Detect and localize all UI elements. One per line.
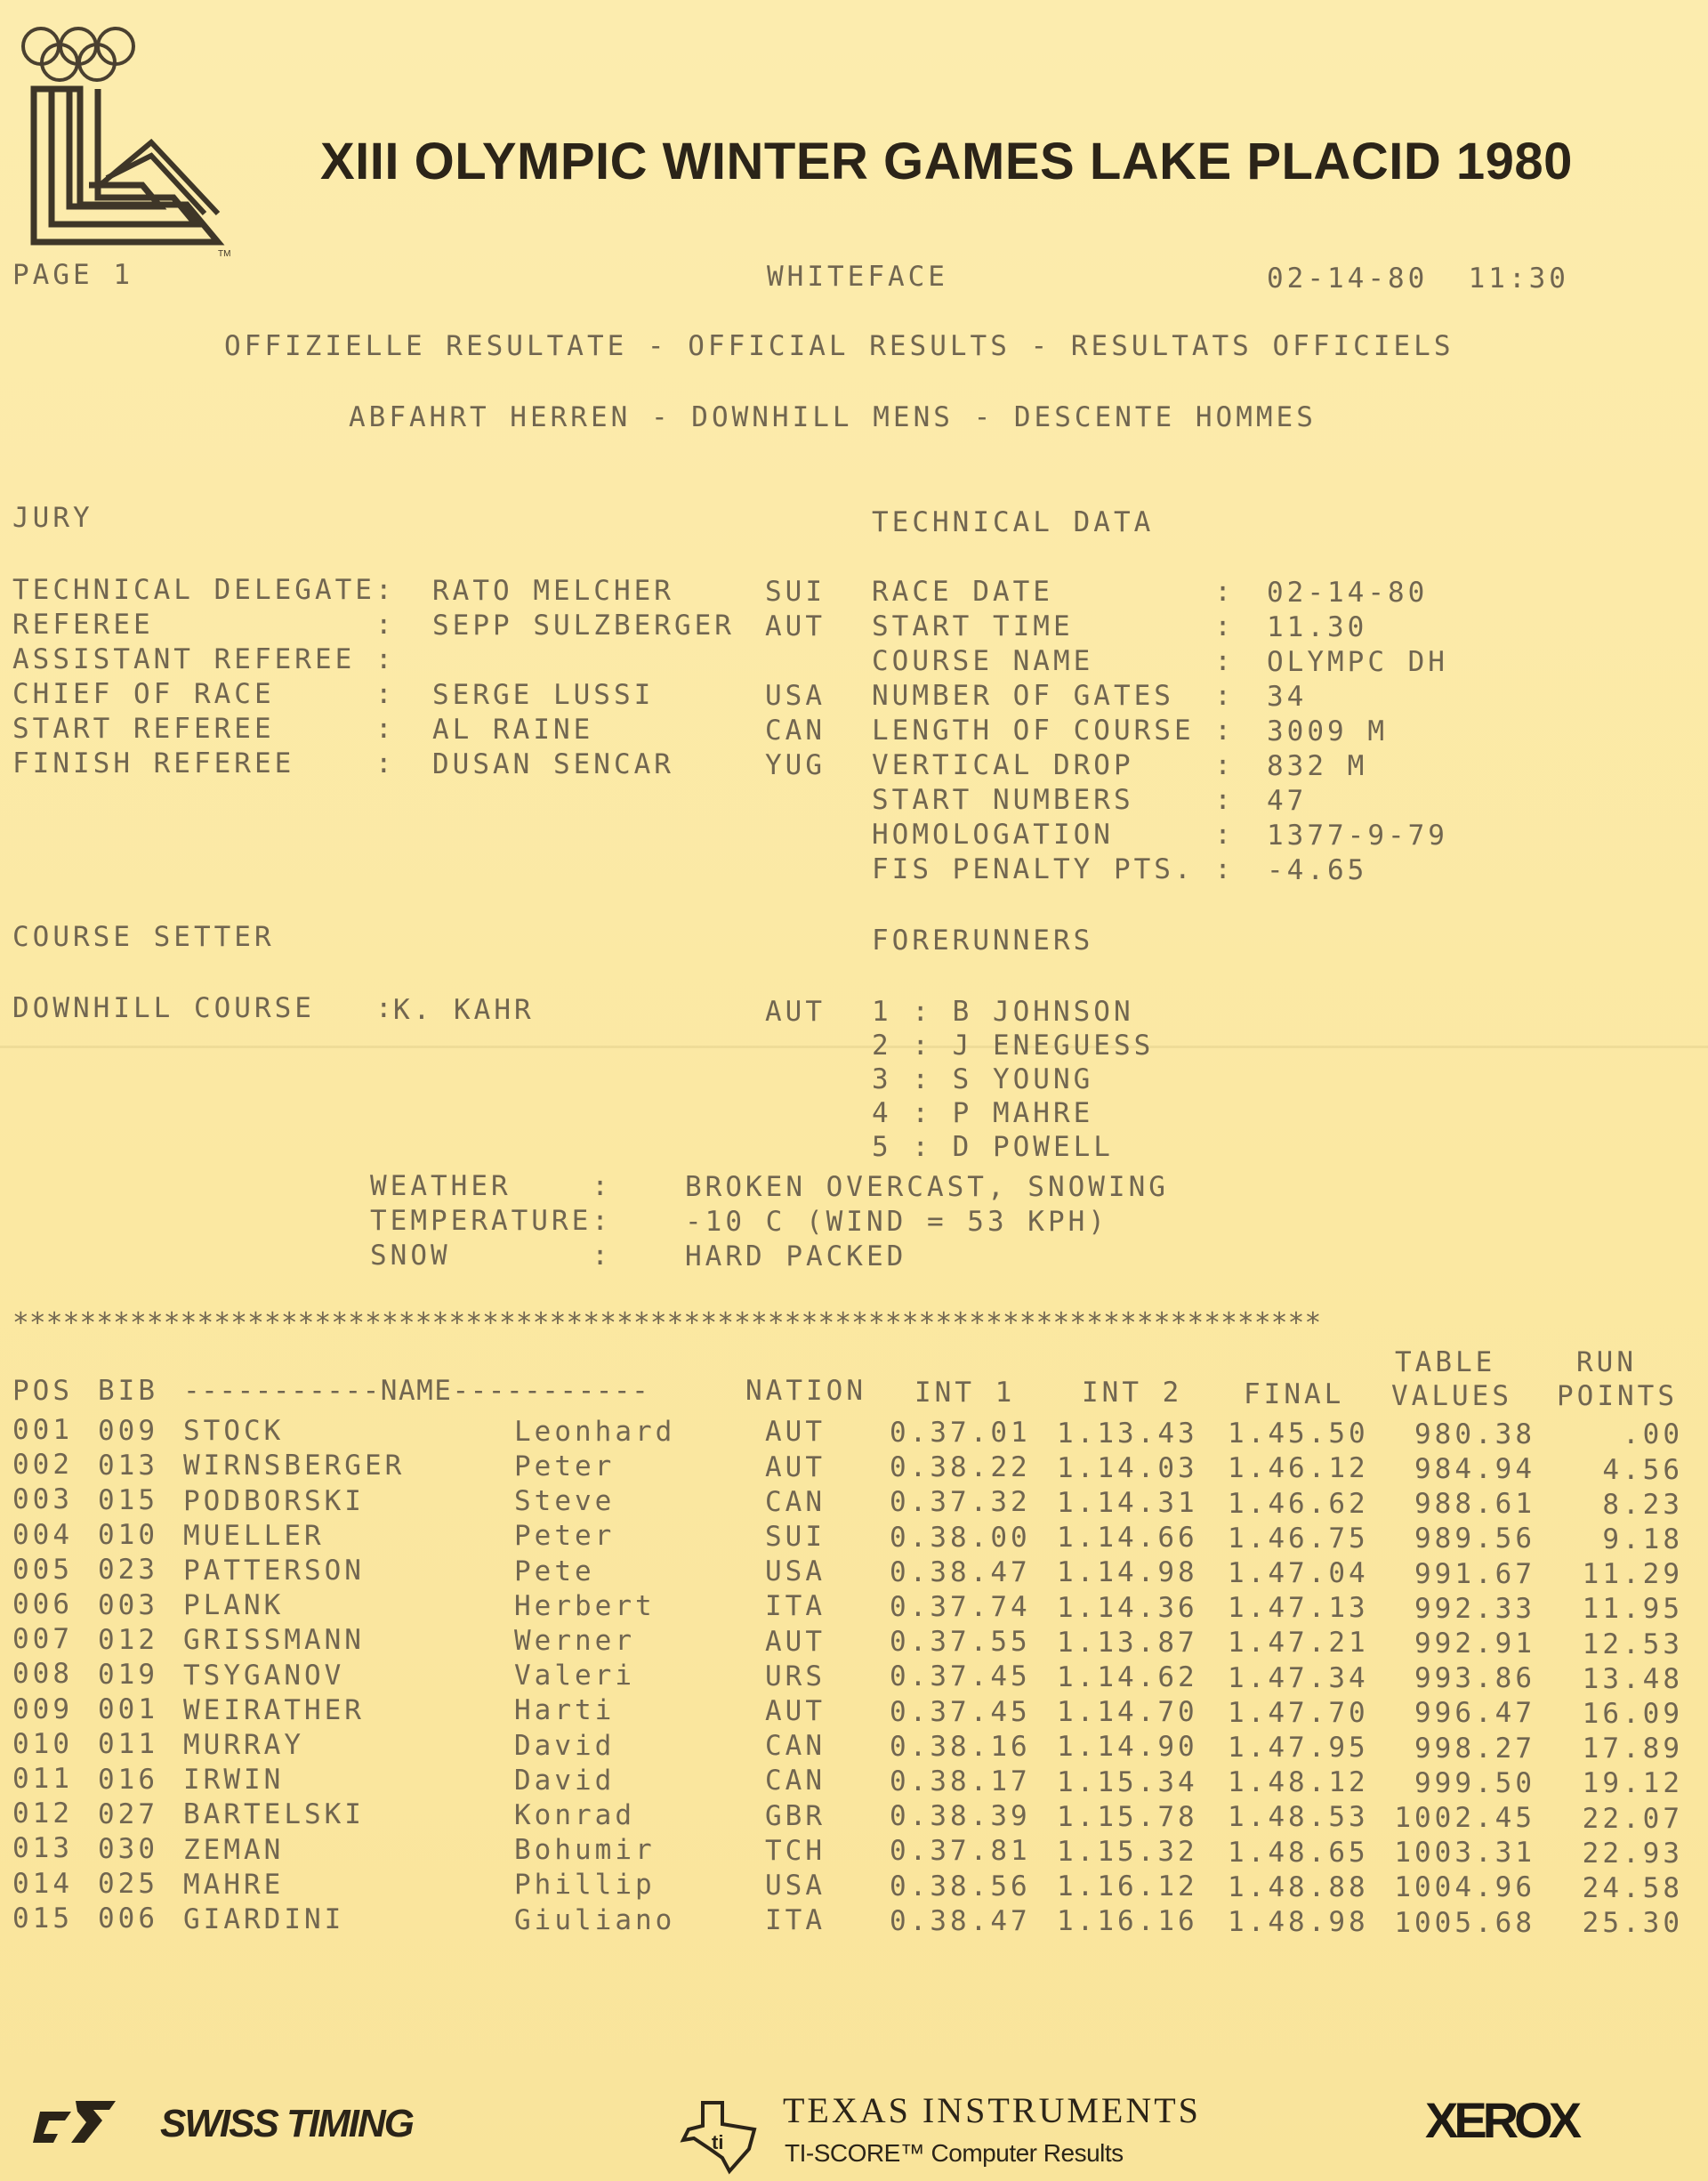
cell-int2: 1.14.31 [1057,1487,1198,1519]
cell-bib: 010 [98,1519,158,1552]
cell-bib: 027 [98,1797,158,1830]
cell-pos: 005 [12,1553,73,1586]
technical-label: HOMOLOGATION : [872,819,1235,851]
cell-last-name: PLANK [183,1589,285,1622]
technical-value: -4.65 [1267,854,1368,886]
cell-table-value: 1004.96 [1394,1871,1535,1904]
cell-first-name: Leonhard [514,1415,676,1448]
column-header-final: FINAL [1244,1378,1345,1410]
forerunner-entry: 3 : S YOUNG [872,1063,1094,1095]
cell-int1: 0.38.00 [890,1521,1031,1554]
jury-member-name: AL RAINE [432,714,594,746]
cell-run-points: 8.23 [1602,1488,1683,1521]
cell-int1: 0.38.56 [890,1870,1031,1902]
cell-int1: 0.37.45 [890,1660,1031,1693]
cell-final: 1.46.75 [1228,1522,1369,1555]
cell-last-name: WEIRATHER [183,1693,365,1726]
course-setter-heading: COURSE SETTER [12,921,275,953]
technical-label: LENGTH OF COURSE : [872,715,1235,747]
cell-bib: 003 [98,1588,158,1621]
cell-table-value: 984.94 [1414,1453,1535,1485]
technical-label: VERTICAL DROP : [872,749,1235,781]
cell-pos: 010 [12,1727,73,1760]
technical-value: 3009 M [1267,715,1388,747]
cell-nation: AUT [765,1695,826,1727]
cell-last-name: ZEMAN [183,1833,285,1866]
cell-table-value: 1002.45 [1394,1802,1535,1834]
cell-run-points: 4.56 [1602,1453,1683,1486]
technical-value: 47 [1267,785,1308,817]
jury-member-nation: YUG [765,749,826,781]
cell-final: 1.46.62 [1228,1487,1369,1520]
cell-bib: 019 [98,1659,158,1691]
cell-pos: 011 [12,1763,73,1795]
cell-int2: 1.13.43 [1057,1417,1198,1450]
cell-final: 1.47.95 [1228,1732,1369,1764]
cell-pos: 008 [12,1658,73,1691]
column-header-pos: POS [12,1375,73,1407]
cell-table-value: 991.67 [1414,1557,1535,1590]
official-results-line: OFFIZIELLE RESULTATE - OFFICIAL RESULTS - RESULTATS OFFICIELS [224,330,1454,362]
cell-run-points: 11.95 [1582,1593,1683,1626]
cell-bib: 030 [98,1833,158,1865]
forerunners-heading: FORERUNNERS [872,925,1094,957]
cell-int2: 1.14.98 [1057,1556,1198,1589]
cell-int2: 1.14.62 [1057,1661,1198,1693]
jury-member-name: SERGE LUSSI [432,679,655,711]
cell-nation: GBR [765,1799,826,1832]
cell-run-points: 25.30 [1582,1907,1683,1940]
cell-int1: 0.37.55 [890,1626,1031,1659]
technical-value: 11.30 [1267,611,1368,643]
technical-heading: TECHNICAL DATA [872,506,1155,538]
page-title: XIII OLYMPIC WINTER GAMES LAKE PLACID 1980 [320,133,1573,190]
cell-pos: 014 [12,1867,73,1900]
cell-bib: 013 [98,1449,158,1482]
cell-nation: AUT [765,1450,826,1483]
technical-value: 832 M [1267,750,1368,782]
cell-first-name: Harti [514,1694,616,1727]
column-header-nation: NATION [745,1375,866,1407]
cell-nation: CAN [765,1485,826,1518]
cell-pos: 006 [12,1588,73,1620]
cell-final: 1.47.13 [1228,1592,1369,1625]
cell-first-name: David [514,1729,616,1762]
cell-pos: 007 [12,1623,73,1656]
column-header-points: POINTS [1557,1380,1678,1412]
cell-table-value: 1005.68 [1394,1906,1535,1939]
cell-final: 1.48.12 [1228,1766,1369,1799]
cell-final: 1.47.70 [1228,1696,1369,1729]
jury-role: FINISH REFEREE : [12,747,396,780]
column-header-table: TABLE [1395,1346,1496,1378]
cell-run-points: .00 [1623,1418,1683,1451]
cell-pos: 003 [12,1483,73,1516]
lake-placid-logo [9,9,240,258]
cell-run-points: 9.18 [1602,1523,1683,1555]
page-number: PAGE 1 [12,259,133,291]
condition-value: HARD PACKED [685,1240,907,1272]
cell-last-name: PATTERSON [183,1555,365,1587]
cell-run-points: 17.89 [1582,1733,1683,1765]
jury-role: TECHNICAL DELEGATE: [12,574,396,606]
cell-int2: 1.15.32 [1057,1836,1198,1868]
cell-first-name: Herbert [514,1589,656,1622]
cell-last-name: MAHRE [183,1868,285,1901]
cell-nation: TCH [765,1834,826,1867]
cell-bib: 025 [98,1868,158,1901]
jury-member-name: SEPP SULZBERGER [432,610,735,642]
cell-first-name: Bohumir [514,1834,656,1867]
cell-int1: 0.38.22 [890,1451,1031,1484]
event-name: ABFAHRT HERREN - DOWNHILL MENS - DESCENTE HOMMES [349,401,1317,433]
cell-pos: 015 [12,1902,73,1935]
cell-bib: 023 [98,1554,158,1587]
course-setter-label: DOWNHILL COURSE : [12,992,396,1024]
jury-member-name: DUSAN SENCAR [432,748,674,780]
separator-stars: ****************************************************************************** [12,1307,1322,1339]
cell-table-value: 1003.31 [1394,1837,1535,1870]
cell-int1: 0.37.81 [890,1835,1031,1868]
cell-bib: 006 [98,1902,158,1935]
cell-bib: 009 [98,1414,158,1447]
cell-nation: CAN [765,1765,826,1797]
cell-table-value: 996.47 [1414,1697,1535,1730]
cell-final: 1.48.98 [1228,1906,1369,1938]
column-header-bib: BIB [98,1375,158,1407]
jury-role: CHIEF OF RACE : [12,678,396,710]
cell-pos: 009 [12,1692,73,1725]
forerunner-entry: 2 : J ENEGUESS [872,1030,1155,1062]
cell-bib: 011 [98,1728,158,1761]
cell-first-name: Peter [514,1520,616,1553]
cell-final: 1.48.65 [1228,1836,1369,1869]
column-header-name: -----------NAME----------- [183,1375,650,1407]
cell-first-name: Pete [514,1555,595,1587]
column-header-values: VALUES [1391,1380,1512,1412]
svg-text:ti: ti [712,2131,724,2153]
texas-state-icon [676,2096,765,2176]
cell-run-points: 12.53 [1582,1628,1683,1660]
cell-first-name: Werner [514,1625,635,1657]
cell-nation: USA [765,1555,826,1588]
cell-final: 1.45.50 [1228,1418,1369,1450]
cell-bib: 012 [98,1623,158,1656]
cell-bib: 016 [98,1763,158,1796]
jury-role: START REFEREE : [12,713,396,745]
date-time: 02-14-80 11:30 [1267,263,1569,295]
cell-int2: 1.15.34 [1057,1765,1198,1798]
cell-int2: 1.16.16 [1057,1905,1198,1938]
jury-role: ASSISTANT REFEREE : [12,643,396,675]
cell-pos: 001 [12,1414,73,1446]
condition-label: SNOW : [370,1240,612,1272]
condition-value: -10 C (WIND = 53 KPH) [685,1206,1108,1238]
technical-value: OLYMPC DH [1267,646,1448,678]
jury-member-nation: CAN [765,715,826,747]
cell-last-name: BARTELSKI [183,1798,365,1831]
cell-int1: 0.38.17 [890,1765,1031,1797]
cell-last-name: TSYGANOV [183,1659,345,1692]
forerunner-entry: 1 : B JOHNSON [872,996,1134,1028]
cell-bib: 001 [98,1693,158,1726]
cell-int1: 0.38.39 [890,1800,1031,1833]
condition-label: WEATHER : [370,1170,612,1202]
cell-int2: 1.14.36 [1057,1591,1198,1624]
cell-first-name: Phillip [514,1869,656,1902]
cell-nation: AUT [765,1625,826,1658]
technical-label: COURSE NAME : [872,645,1235,677]
technical-value: 34 [1267,681,1308,713]
cell-int2: 1.13.87 [1057,1626,1198,1659]
cell-table-value: 980.38 [1414,1418,1535,1450]
cell-last-name: MURRAY [183,1729,304,1761]
cell-pos: 012 [12,1797,73,1830]
cell-run-points: 13.48 [1582,1662,1683,1695]
cell-run-points: 11.29 [1582,1558,1683,1591]
fold-line [0,1046,1708,1048]
cell-int2: 1.15.78 [1057,1800,1198,1833]
swiss-timing-icon [31,2094,120,2156]
technical-label: NUMBER OF GATES : [872,680,1235,712]
cell-last-name: WIRNSBERGER [183,1450,406,1482]
course-setter-name: K. KAHR [393,994,535,1026]
swiss-timing-logo: SWISS TIMING [160,2102,413,2145]
condition-label: TEMPERATURE: [370,1205,612,1237]
cell-nation: ITA [765,1904,826,1937]
cell-final: 1.48.88 [1228,1870,1369,1903]
cell-int1: 0.37.32 [890,1486,1031,1519]
cell-last-name: PODBORSKI [183,1484,365,1517]
cell-table-value: 992.91 [1414,1628,1535,1660]
cell-first-name: Konrad [514,1799,635,1831]
cell-final: 1.47.34 [1228,1661,1369,1694]
cell-int1: 0.38.47 [890,1555,1031,1588]
technical-label: RACE DATE : [872,576,1235,608]
cell-run-points: 16.09 [1582,1698,1683,1730]
cell-final: 1.46.12 [1228,1452,1369,1485]
cell-last-name: GRISSMANN [183,1624,365,1657]
forerunner-entry: 4 : P MAHRE [872,1097,1094,1129]
column-header-run: RUN [1576,1346,1637,1378]
cell-nation: AUT [765,1416,826,1449]
cell-last-name: IRWIN [183,1764,285,1797]
cell-int2: 1.14.66 [1057,1522,1198,1555]
cell-int1: 0.37.01 [890,1417,1031,1449]
cell-pos: 004 [12,1518,73,1551]
venue: WHITEFACE [767,261,948,293]
cell-run-points: 24.58 [1582,1872,1683,1904]
jury-role: REFEREE : [12,609,396,641]
cell-run-points: 22.93 [1582,1837,1683,1870]
cell-final: 1.48.53 [1228,1801,1369,1834]
cell-int1: 0.37.74 [890,1591,1031,1623]
technical-value: 1377-9-79 [1267,820,1448,852]
cell-final: 1.47.04 [1228,1557,1369,1589]
cell-int2: 1.16.12 [1057,1870,1198,1903]
cell-int2: 1.14.03 [1057,1451,1198,1484]
cell-run-points: 22.07 [1582,1802,1683,1835]
condition-value: BROKEN OVERCAST, SNOWING [685,1171,1169,1203]
jury-heading: JURY [12,502,93,534]
forerunner-entry: 5 : D POWELL [872,1131,1114,1163]
cell-last-name: STOCK [183,1415,285,1448]
column-header-int1: INT 1 [914,1377,1016,1409]
cell-nation: CAN [765,1730,826,1763]
cell-first-name: Steve [514,1485,616,1518]
cell-first-name: Valeri [514,1660,635,1692]
cell-int2: 1.14.70 [1057,1696,1198,1729]
cell-table-value: 999.50 [1414,1766,1535,1799]
cell-last-name: GIARDINI [183,1903,345,1935]
jury-member-name: RATO MELCHER [432,575,674,607]
cell-int1: 0.38.16 [890,1730,1031,1763]
cell-table-value: 993.86 [1414,1662,1535,1695]
jury-member-nation: AUT [765,610,826,642]
technical-label: START TIME : [872,610,1235,642]
technical-label: START NUMBERS : [872,784,1235,816]
cell-final: 1.47.21 [1228,1627,1369,1660]
technical-label: FIS PENALTY PTS. : [872,853,1235,885]
cell-nation: SUI [765,1521,826,1553]
cell-table-value: 998.27 [1414,1732,1535,1765]
cell-first-name: Peter [514,1450,616,1482]
logo-trademark: TM [218,249,231,258]
cell-bib: 015 [98,1484,158,1516]
cell-table-value: 989.56 [1414,1523,1535,1555]
cell-pos: 013 [12,1832,73,1865]
cell-int2: 1.14.90 [1057,1731,1198,1764]
cell-table-value: 992.33 [1414,1592,1535,1625]
jury-member-nation: USA [765,680,826,712]
cell-pos: 002 [12,1449,73,1482]
cell-table-value: 988.61 [1414,1488,1535,1521]
ti-score-caption: TI-SCORE™ Computer Results [785,2139,1124,2167]
cell-first-name: David [514,1764,616,1797]
cell-nation: USA [765,1870,826,1902]
cell-last-name: MUELLER [183,1519,325,1552]
technical-value: 02-14-80 [1267,577,1429,609]
cell-nation: ITA [765,1590,826,1623]
cell-first-name: Giuliano [514,1903,676,1936]
jury-member-nation: SUI [765,576,826,608]
xerox-logo: XEROX [1425,2092,1578,2148]
cell-run-points: 19.12 [1582,1767,1683,1800]
column-header-int2: INT 2 [1082,1377,1183,1409]
texas-instruments-logo: TEXAS INSTRUMENTS [783,2090,1201,2130]
cell-int1: 0.37.45 [890,1695,1031,1728]
course-setter-nation: AUT [765,996,826,1028]
cell-nation: URS [765,1660,826,1692]
cell-int1: 0.38.47 [890,1904,1031,1937]
